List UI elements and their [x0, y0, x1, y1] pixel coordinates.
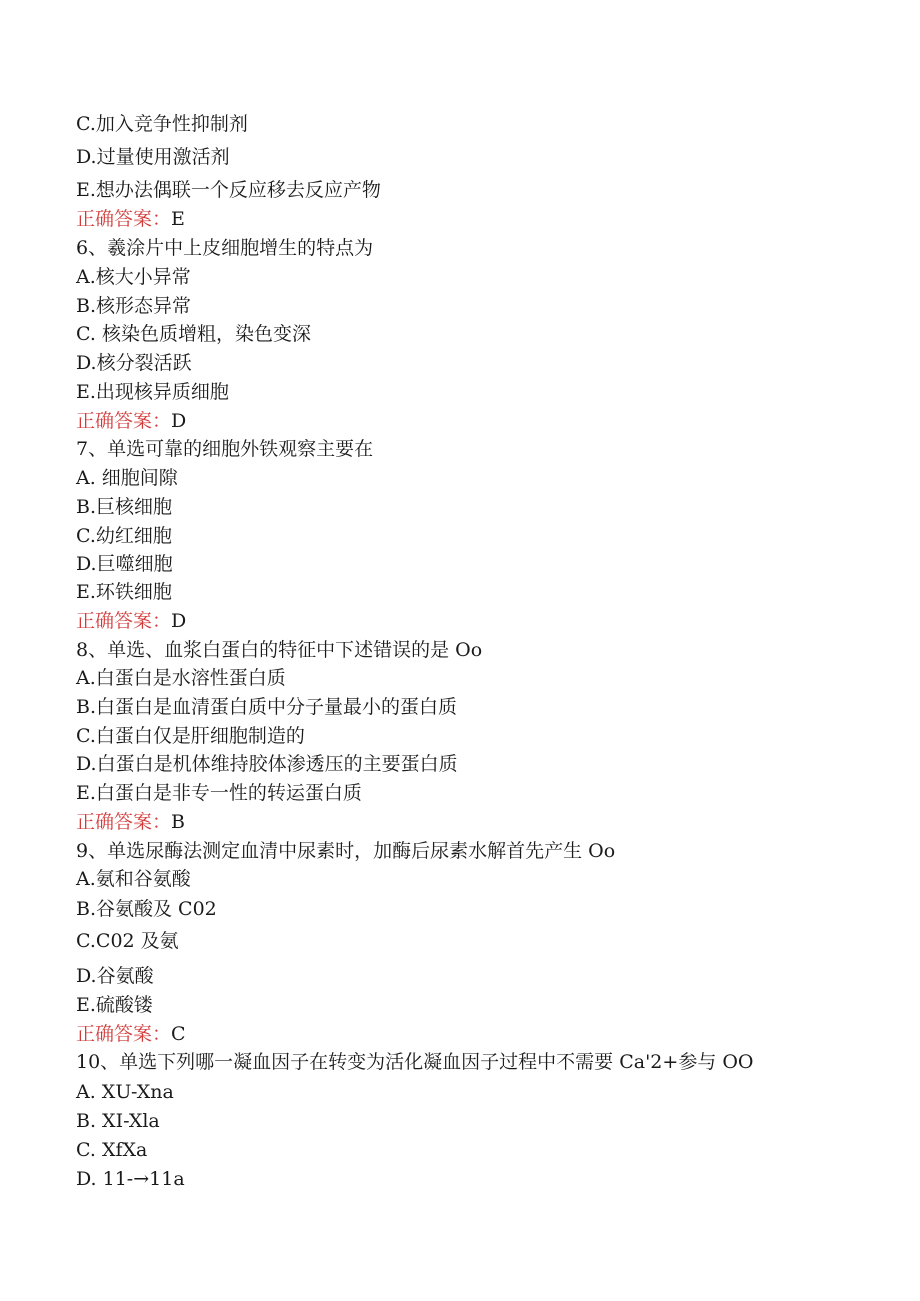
correct-answer-value: D	[171, 410, 187, 432]
correct-answer-line	[76, 810, 185, 834]
option-line: C.幼红细胞	[76, 525, 172, 547]
correct-answer-value: B	[171, 811, 185, 833]
option-line: E.环铁细胞	[76, 581, 172, 603]
option-line: B.白蛋白是血清蛋白质中分子量最小的蛋白质	[76, 696, 458, 718]
correct-answer-value: E	[171, 208, 185, 230]
question-line: 7、单选可靠的细胞外铁观察主要在	[76, 438, 374, 460]
option-line: C. 核染色质增粗，染色变深	[76, 323, 311, 345]
option-line: D. 11-→11a	[76, 1168, 185, 1190]
correct-answer-label: 正确答案：	[76, 410, 172, 432]
option-line: A.白蛋白是水溶性蛋白质	[76, 667, 286, 689]
option-line: E.硫酸镂	[76, 994, 153, 1016]
option-line: C.C02 及氨	[76, 930, 179, 952]
option-line: E.白蛋白是非专一性的转运蛋白质	[76, 782, 362, 804]
option-line: C. XfXa	[76, 1139, 148, 1161]
option-line: D.白蛋白是机体维持胶体渗透压的主要蛋白质	[76, 753, 458, 775]
option-line: B. XI-Xla	[76, 1110, 160, 1132]
correct-answer-value: C	[171, 1023, 186, 1045]
option-line: A.氨和谷氨酸	[76, 868, 191, 890]
correct-answer-line	[76, 1022, 186, 1046]
correct-answer-line	[76, 207, 185, 231]
option-line: C.白蛋白仅是肝细胞制造的	[76, 725, 305, 747]
correct-answer-label: 正确答案：	[76, 610, 172, 632]
option-line: D.谷氨酸	[76, 965, 154, 987]
question-line: 6、羲涂片中上皮细胞增生的特点为	[76, 237, 374, 259]
option-line: A. 细胞间隙	[76, 467, 178, 489]
option-line: E.想办法偶联一个反应移去反应产物	[76, 179, 381, 201]
option-line: B.巨核细胞	[76, 496, 173, 518]
question-line: 10、单选下列哪一凝血因子在转变为活化凝血因子过程中不需要 Ca'2+参与 OO	[76, 1051, 754, 1073]
correct-answer-line	[76, 409, 186, 433]
option-line: C.加入竞争性抑制剂	[76, 113, 248, 135]
option-line: E.出现核异质细胞	[76, 381, 229, 403]
option-line: B.谷氨酸及 C02	[76, 898, 217, 920]
option-line: D.巨噬细胞	[76, 553, 173, 575]
option-line: D.过量使用激活剂	[76, 146, 230, 168]
option-line: A. XU-Xna	[76, 1081, 174, 1103]
correct-answer-label: 正确答案：	[76, 208, 172, 230]
question-line: 8、单选、血浆白蛋白的特征中下述错误的是 Oo	[76, 639, 483, 661]
correct-answer-label: 正确答案：	[76, 811, 172, 833]
correct-answer-label: 正确答案：	[76, 1023, 172, 1045]
question-line: 9、单选尿酶法测定血清中尿素时，加酶后尿素水解首先产生 Oo	[76, 840, 616, 862]
option-line: D.核分裂活跃	[76, 352, 192, 374]
correct-answer-value: D	[171, 610, 187, 632]
option-line: A.核大小异常	[76, 266, 191, 288]
correct-answer-line	[76, 609, 186, 633]
option-line: B.核形态异常	[76, 295, 192, 317]
